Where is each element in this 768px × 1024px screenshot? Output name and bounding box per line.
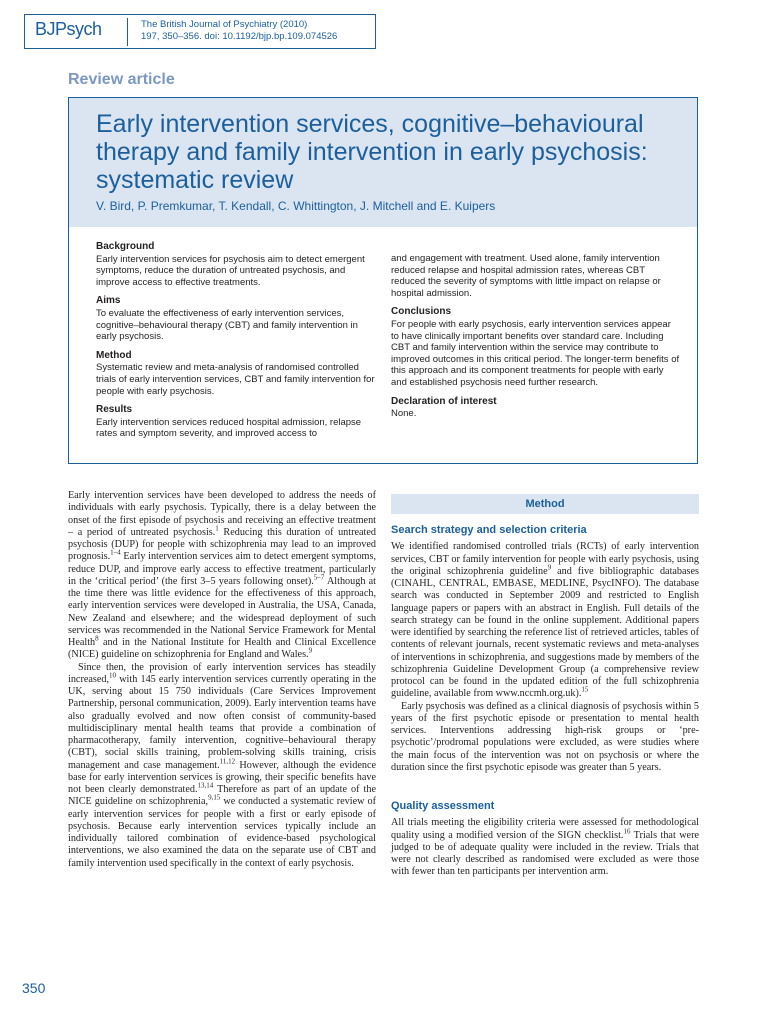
body-paragraph: We identified randomised controlled trials (RCTs) of early intervention services, CBT or family intervention for people with early psychosis, using the original schizophrenia guideline$^9$ and five bibliographic databases (CINAHL, CENTRAL, EMBASE, MEDLINE, PsycINFO). The database search was conducted in September 2009 and restricted to English language papers or papers with an abstract in English. Full details of the search strategy can be found in the online supplement. Additional papers were identified by searching the reference list of retrieved articles, tables of contents of relevant journals, recent systematic reviews and meta-analyses of interventions in schizophrenia, and suggestions made by members of the schizophrenia Guideline Development Group (a comprehensive review protocol can be found in the updated edition of the full schizophrenia guideline, available from www.nccmh.org.uk).$^{15}$ [391,541,699,700]
declaration-heading: Declaration of interest [391,395,497,407]
aims-heading: Aims [96,295,121,307]
page-number: 350 [22,980,46,996]
conclusions-text: For people with early psychosis, early intervention services appear to have clinically important benefits over standard care. Including CBT and family intervention within the service may contribute to improved outcomes in this critical period. The longer-term benefits of this approach and its component treatments for people with early and established psychosis need further research. [391,318,680,388]
article-type: Review article [68,71,175,88]
body-left-column [68,490,376,870]
journal-citation [141,19,337,43]
results-text: Early intervention services reduced hospital admission, relapse rates and symptom severity, and improved access to [96,416,362,440]
results-text-continued: and engagement with treatment. Used alone, family intervention reduced relapse and hospital admission rates, whereas CBT reduced the severity of symptoms with little impact on relapse or hospital admission. [391,253,661,299]
background-text: Early intervention services for psychosis aim to detect emergent symptoms, reduce the duration of untreated psychosis, and improve access to effective treatments. [96,253,365,288]
header-divider [127,18,128,46]
abstract-left-column [96,241,378,447]
abstract-box [68,97,698,464]
body-paragraph: Early psychosis was defined as a clinical diagnosis of psychosis within 5 years of the first psychotic episode or presentation to mental health services. Interventions addressing high-risk groups or ‘pre-psychotic’/prodromal populations were excluded, as were studies where the main focus of the intervention was not on psychosis or where the duration since the first psychotic episode was greater than 5 years. [391,700,699,773]
body-paragraph: All trials meeting the eligibility criteria were assessed for methodological quality using a modified version of the SIGN checklist.$^{16}$ Trials that were judged to be of adequate quality were included in the review. Trials that were not clearly described as randomised were excluded as were those with fewer than ten participants per intervention arm. [391,817,699,878]
conclusions-heading: Conclusions [391,306,452,318]
background-heading: Background [96,241,155,252]
journal-logo: BJPsych [35,19,102,39]
aims-text: To evaluate the effectiveness of early intervention services, cognitive–behavioural therapy (CBT) and family intervention in early psychosis. [96,307,358,343]
declaration-text: None. [391,408,417,420]
journal-year: (2010) [279,19,308,30]
article-title: Early intervention services, cognitive–behavioural therapy and family intervention in early psychosis: systematic review [96,110,648,194]
body-right-column [391,490,699,879]
journal-header [24,14,376,49]
title-band [69,98,697,227]
method-section-bar: Method [391,494,699,514]
search-strategy-heading: Search strategy and selection criteria [391,524,587,536]
body-paragraph: Since then, the provision of early intervention services has steadily increased,$^{10}$ with 145 early intervention services currently operating in the UK, serving about 15 750 individuals (Care Services Improvement Partnership, personal communication, 2009). Early intervention teams have also gradually evolved and now often consist of community-based multidisciplinary mental health teams that provide a combination of pharmacotherapy, family intervention, cognitive–behavioural therapy (CBT), social skills training, problem-solving skills training, crisis management and case management.$^{11,12}$ However, although the evidence base for early intervention services is growing, their specific benefits have not been clearly demonstrated.$^{13,14}$ Therefore as part of an update of the NICE guideline on schizophrenia,$^{9,15}$ we conducted a systematic review of early intervention services for people with a first or early episode of psychosis. Because early intervention services typically include an individually tailored combination of evidence-based psychological interventions, we also examined the data on the separate use of CBT and family intervention used specifically in the context of early psychosis. [68,661,377,869]
method-heading: Method [96,349,132,361]
method-text: Systematic review and meta-analysis of randomised controlled trials of early intervention services, CBT and family intervention for people with early psychosis. [96,362,375,397]
journal-name: The British Journal of Psychiatry [141,19,278,30]
abstract-right-column [391,253,681,427]
results-heading: Results [96,404,133,416]
body-paragraph: Early intervention services have been developed to address the needs of individuals with early psychosis. Typically, there is a delay between the onset of the first episode of psychosis and receiving an effective treatment – a period of untreated psychosis.$^1$ Reducing this duration of untreated psychosis (DUP) for people with schizophrenia may lead to an improved prognosis.$^{1-4}$ Early intervention services aim to detect emergent symptoms, reduce DUP, and improve early access to effective treatment, particularly in the ‘critical period’ (the first 3–5 years following onset).$^{5-7}$ Although at the time there was little evidence for the effectiveness of this approach, early intervention services were developed in Australia, the USA, Canada, New Zealand and elsewhere; and the widespread deployment of such services was recommended in the National Service Framework for Mental Health$^8$ and in the National Institute for Health and Clinical Excellence (NICE) guideline on schizophrenia for England and Wales.$^9$ [68,490,376,661]
doi-citation: 197, 350–356. doi: 10.1192/bjp.bp.109.074526 [141,31,338,42]
authors: V. Bird, P. Premkumar, T. Kendall, C. Whittington, J. Mitchell and E. Kuipers [96,199,496,213]
quality-assessment-heading: Quality assessment [391,800,495,812]
